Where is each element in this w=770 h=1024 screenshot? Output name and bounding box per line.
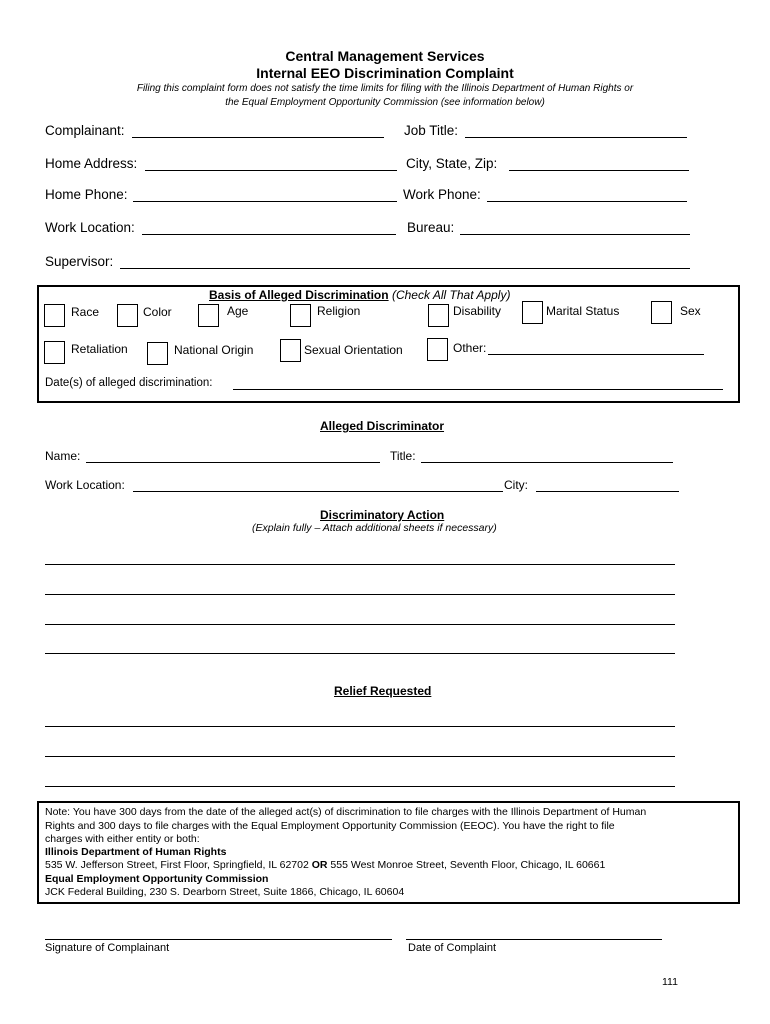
other-checkbox[interactable] [427, 338, 448, 361]
disability-checkbox[interactable] [428, 304, 449, 327]
race-label: Race [71, 305, 100, 319]
discriminator-name-field[interactable] [86, 462, 380, 463]
work-location-field[interactable] [142, 234, 396, 235]
note-line-2: Rights and 300 days to file charges with the Equal Employment Opportunity Commission (EEOC). You have the right to file [45, 820, 615, 832]
religion-checkbox[interactable] [290, 304, 311, 327]
eeoc-name: Equal Employment Opportunity Commission [45, 873, 269, 885]
action-instruction: (Explain fully – Attach additional sheets if necessary) [252, 522, 497, 534]
disclaimer-line-1: Filing this complaint form does not satisfy the time limits for filing with the Illinois Department of Human Rights or [136, 83, 634, 94]
job-title-label: Job Title: [404, 123, 459, 138]
date-field[interactable] [406, 939, 662, 940]
action-line[interactable] [45, 624, 675, 625]
color-label: Color [143, 305, 172, 319]
discriminator-city-field[interactable] [536, 491, 679, 492]
home-phone-field[interactable] [133, 201, 397, 202]
page-number: 111 [662, 976, 678, 988]
sex-label: Sex [680, 304, 701, 318]
relief-line[interactable] [45, 756, 675, 757]
national-origin-label: National Origin [174, 343, 254, 357]
discriminator-heading: Alleged Discriminator [320, 419, 445, 433]
city-state-zip-field[interactable] [509, 170, 689, 171]
relief-line[interactable] [45, 726, 675, 727]
idhr-address-1: 535 W. Jefferson Street, First Floor, Springfield, IL 62702 [45, 859, 309, 871]
work-phone-label: Work Phone: [403, 187, 481, 202]
discriminator-work-location-label: Work Location: [45, 478, 125, 492]
form-subtitle: Internal EEO Discrimination Complaint [256, 65, 514, 81]
race-checkbox[interactable] [44, 304, 65, 327]
disability-label: Disability [453, 304, 502, 318]
signature-field[interactable] [45, 939, 392, 940]
work-phone-field[interactable] [487, 201, 687, 202]
bureau-field[interactable] [460, 234, 690, 235]
idhr-address-2: 555 West Monroe Street, Seventh Floor, Chicago, IL 60661 [330, 859, 606, 871]
basis-heading: Basis of Alleged Discrimination [209, 288, 389, 302]
action-heading: Discriminatory Action [320, 508, 445, 522]
discriminator-name-label: Name: [45, 449, 81, 463]
idhr-name: Illinois Department of Human Rights [45, 846, 227, 858]
other-field[interactable] [488, 354, 704, 355]
other-label: Other: [453, 341, 487, 355]
bureau-label: Bureau: [407, 220, 455, 235]
marital-status-label: Marital Status [546, 304, 620, 318]
action-line[interactable] [45, 653, 675, 654]
idhr-address [45, 859, 605, 871]
age-label: Age [227, 304, 249, 318]
discriminator-title-label: Title: [390, 449, 416, 463]
eeoc-address: JCK Federal Building, 230 S. Dearborn Street, Suite 1866, Chicago, IL 60604 [45, 886, 405, 898]
or-word: OR [311, 859, 328, 871]
retaliation-label: Retaliation [71, 342, 128, 356]
disclaimer-line-2: the Equal Employment Opportunity Commission (see information below) [225, 97, 545, 108]
relief-heading: Relief Requested [334, 684, 432, 698]
discriminator-city-label: City: [504, 478, 528, 492]
religion-label: Religion [317, 304, 361, 318]
national-origin-checkbox[interactable] [147, 342, 168, 365]
date-label: Date of Complaint [408, 942, 497, 954]
basis-instruction: (Check All That Apply) [391, 288, 511, 302]
supervisor-field[interactable] [120, 268, 690, 269]
note-line-3: charges with either entity or both: [45, 833, 200, 845]
home-address-label: Home Address: [45, 156, 138, 171]
relief-line[interactable] [45, 786, 675, 787]
form-title: Central Management Services [285, 48, 485, 64]
note-line-1: Note: You have 300 days from the date of the alleged act(s) of discrimination to file charges with the Illinois Department of Human [45, 806, 647, 818]
retaliation-checkbox[interactable] [44, 341, 65, 364]
home-phone-label: Home Phone: [45, 187, 128, 202]
supervisor-label: Supervisor: [45, 254, 114, 269]
color-checkbox[interactable] [117, 304, 138, 327]
job-title-field[interactable] [465, 137, 687, 138]
marital-status-checkbox[interactable] [522, 301, 543, 324]
city-state-zip-label: City, State, Zip: [406, 156, 498, 171]
basis-heading-row [209, 288, 510, 302]
sexual-orientation-label: Sexual Orientation [304, 343, 403, 357]
complainant-field[interactable] [132, 137, 384, 138]
dates-field[interactable] [233, 389, 723, 390]
action-line[interactable] [45, 564, 675, 565]
discriminator-work-location-field[interactable] [133, 491, 503, 492]
discriminator-title-field[interactable] [421, 462, 673, 463]
home-address-field[interactable] [145, 170, 397, 171]
sexual-orientation-checkbox[interactable] [280, 339, 301, 362]
work-location-label: Work Location: [45, 220, 135, 235]
action-line[interactable] [45, 594, 675, 595]
age-checkbox[interactable] [198, 304, 219, 327]
signature-label: Signature of Complainant [45, 942, 170, 954]
dates-label: Date(s) of alleged discrimination: [45, 377, 213, 389]
complainant-label: Complainant: [45, 123, 125, 138]
sex-checkbox[interactable] [651, 301, 672, 324]
